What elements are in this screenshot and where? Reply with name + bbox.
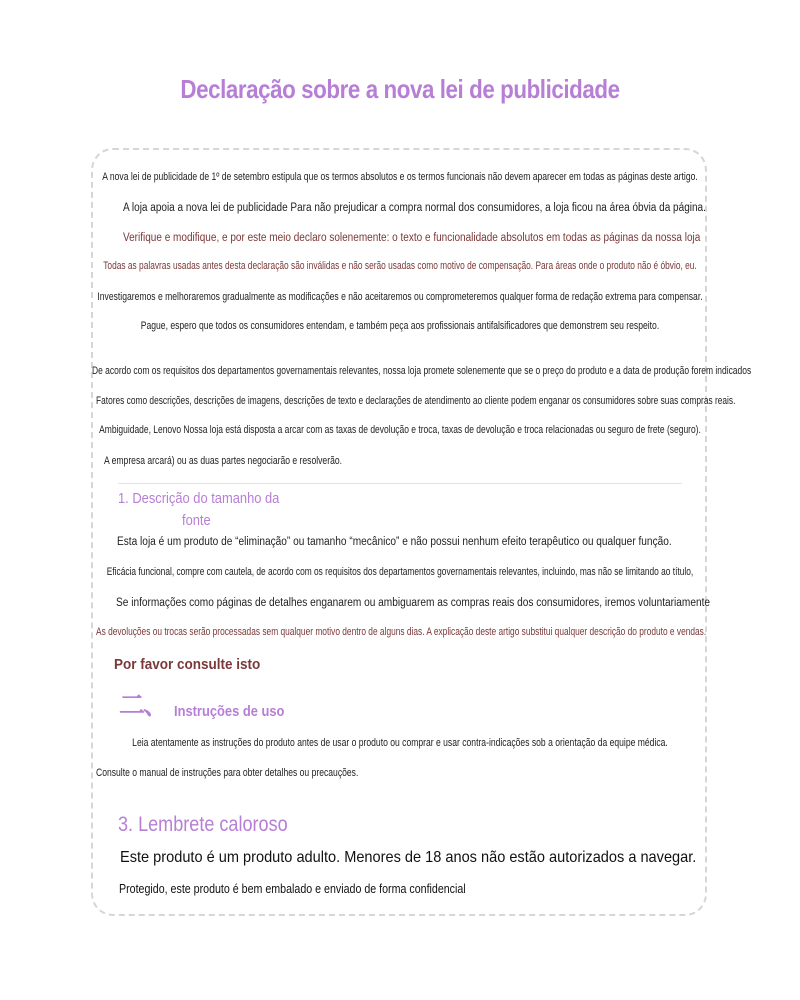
- paragraph-7: De acordo com os requisitos dos departamentos governamentais relevantes, nossa loja promete solenemente que se o preço do produto e a data de produção forem indicados: [92, 365, 752, 377]
- paragraph-4: Todas as palavras usadas antes desta declaração são inválidas e não serão usadas como motivo de compensação. Para áreas onde o produto não é óbvio, eu.: [103, 260, 697, 272]
- paragraph-3: Verifique e modifique, e por este meio declaro solenemente: o texto e funcionalidade absolutos em todas as páginas da nossa loja: [123, 232, 701, 244]
- paragraph-6: Pague, espero que todos os consumidores entendam, e também peça aos profissionais antifalsificadores que demonstrem seu respeito.: [140, 320, 660, 332]
- section2-line-1: Leia atentamente as instruções do produto antes de usar o produto ou comprar e usar contra-indicações sob a orientação da equipe médica.: [132, 737, 668, 749]
- section-divider: [118, 483, 682, 484]
- section1-line-1: Esta loja é um produto de “eliminação” ou tamanho “mecânico” e não possui nenhum efeito terapêutico ou qualquer função.: [117, 536, 672, 548]
- section2-line-2: Consulte o manual de instruções para obter detalhes ou precauções.: [96, 767, 359, 779]
- paragraph-10: A empresa arcará) ou as duas partes negociarão e resolverão.: [104, 455, 342, 467]
- section1-line-4: As devoluções ou trocas serão processadas sem qualquer motivo dentro de alguns dias. A explicação deste artigo substitui qualquer descrição do produto e vendas.: [96, 626, 707, 638]
- paragraph-1: A nova lei de publicidade de 1º de setembro estipula que os termos absolutos e os termos funcionais não devem aparecer em todas as páginas deste artigo.: [102, 171, 698, 183]
- page-title: Declaração sobre a nova lei de publicidade: [180, 74, 620, 104]
- paragraph-2: A loja apoia a nova lei de publicidade Para não prejudicar a compra normal dos consumidores, a loja ficou na área óbvia da página.: [123, 202, 706, 214]
- section3-heading: 3. Lembrete caloroso: [118, 813, 288, 836]
- consult-note: Por favor consulte isto: [114, 656, 261, 673]
- section2-heading: Instruções de uso: [174, 703, 285, 720]
- paragraph-9: Ambiguidade, Lenovo Nossa loja está disposta a arcar com as taxas de devolução e troca, taxas de devolução e troca relacionadas ou seguro de frete (seguro).: [99, 424, 701, 436]
- section1-heading-cont: fonte: [182, 512, 211, 529]
- section1-line-3: Se informações como páginas de detalhes enganarem ou ambiguarem as compras reais dos consumidores, iremos voluntariamente: [116, 597, 711, 609]
- section1-heading: 1. Descrição do tamanho da: [118, 490, 280, 507]
- section1-line-2: Eficácia funcional, compre com cautela, de acordo com os requisitos dos departamentos governamentais relevantes, incluindo, mas não se limitando ao título,: [106, 566, 694, 578]
- section2-number: 二、: [119, 690, 168, 720]
- paragraph-5: Investigaremos e melhoraremos gradualmente as modificações e não aceitaremos ou comprometeremos qualquer forma de redação extrema para compensar.: [97, 291, 703, 303]
- paragraph-8: Fatores como descrições, descrições de imagens, descrições de texto e declarações de atendimento ao cliente podem enganar os consumidores sobre suas compras reais.: [96, 395, 736, 407]
- shipping-notice: Protegido, este produto é bem embalado e enviado de forma confidencial: [119, 881, 466, 896]
- adult-notice: Este produto é um produto adulto. Menores de 18 anos não estão autorizados a navegar.: [120, 849, 697, 866]
